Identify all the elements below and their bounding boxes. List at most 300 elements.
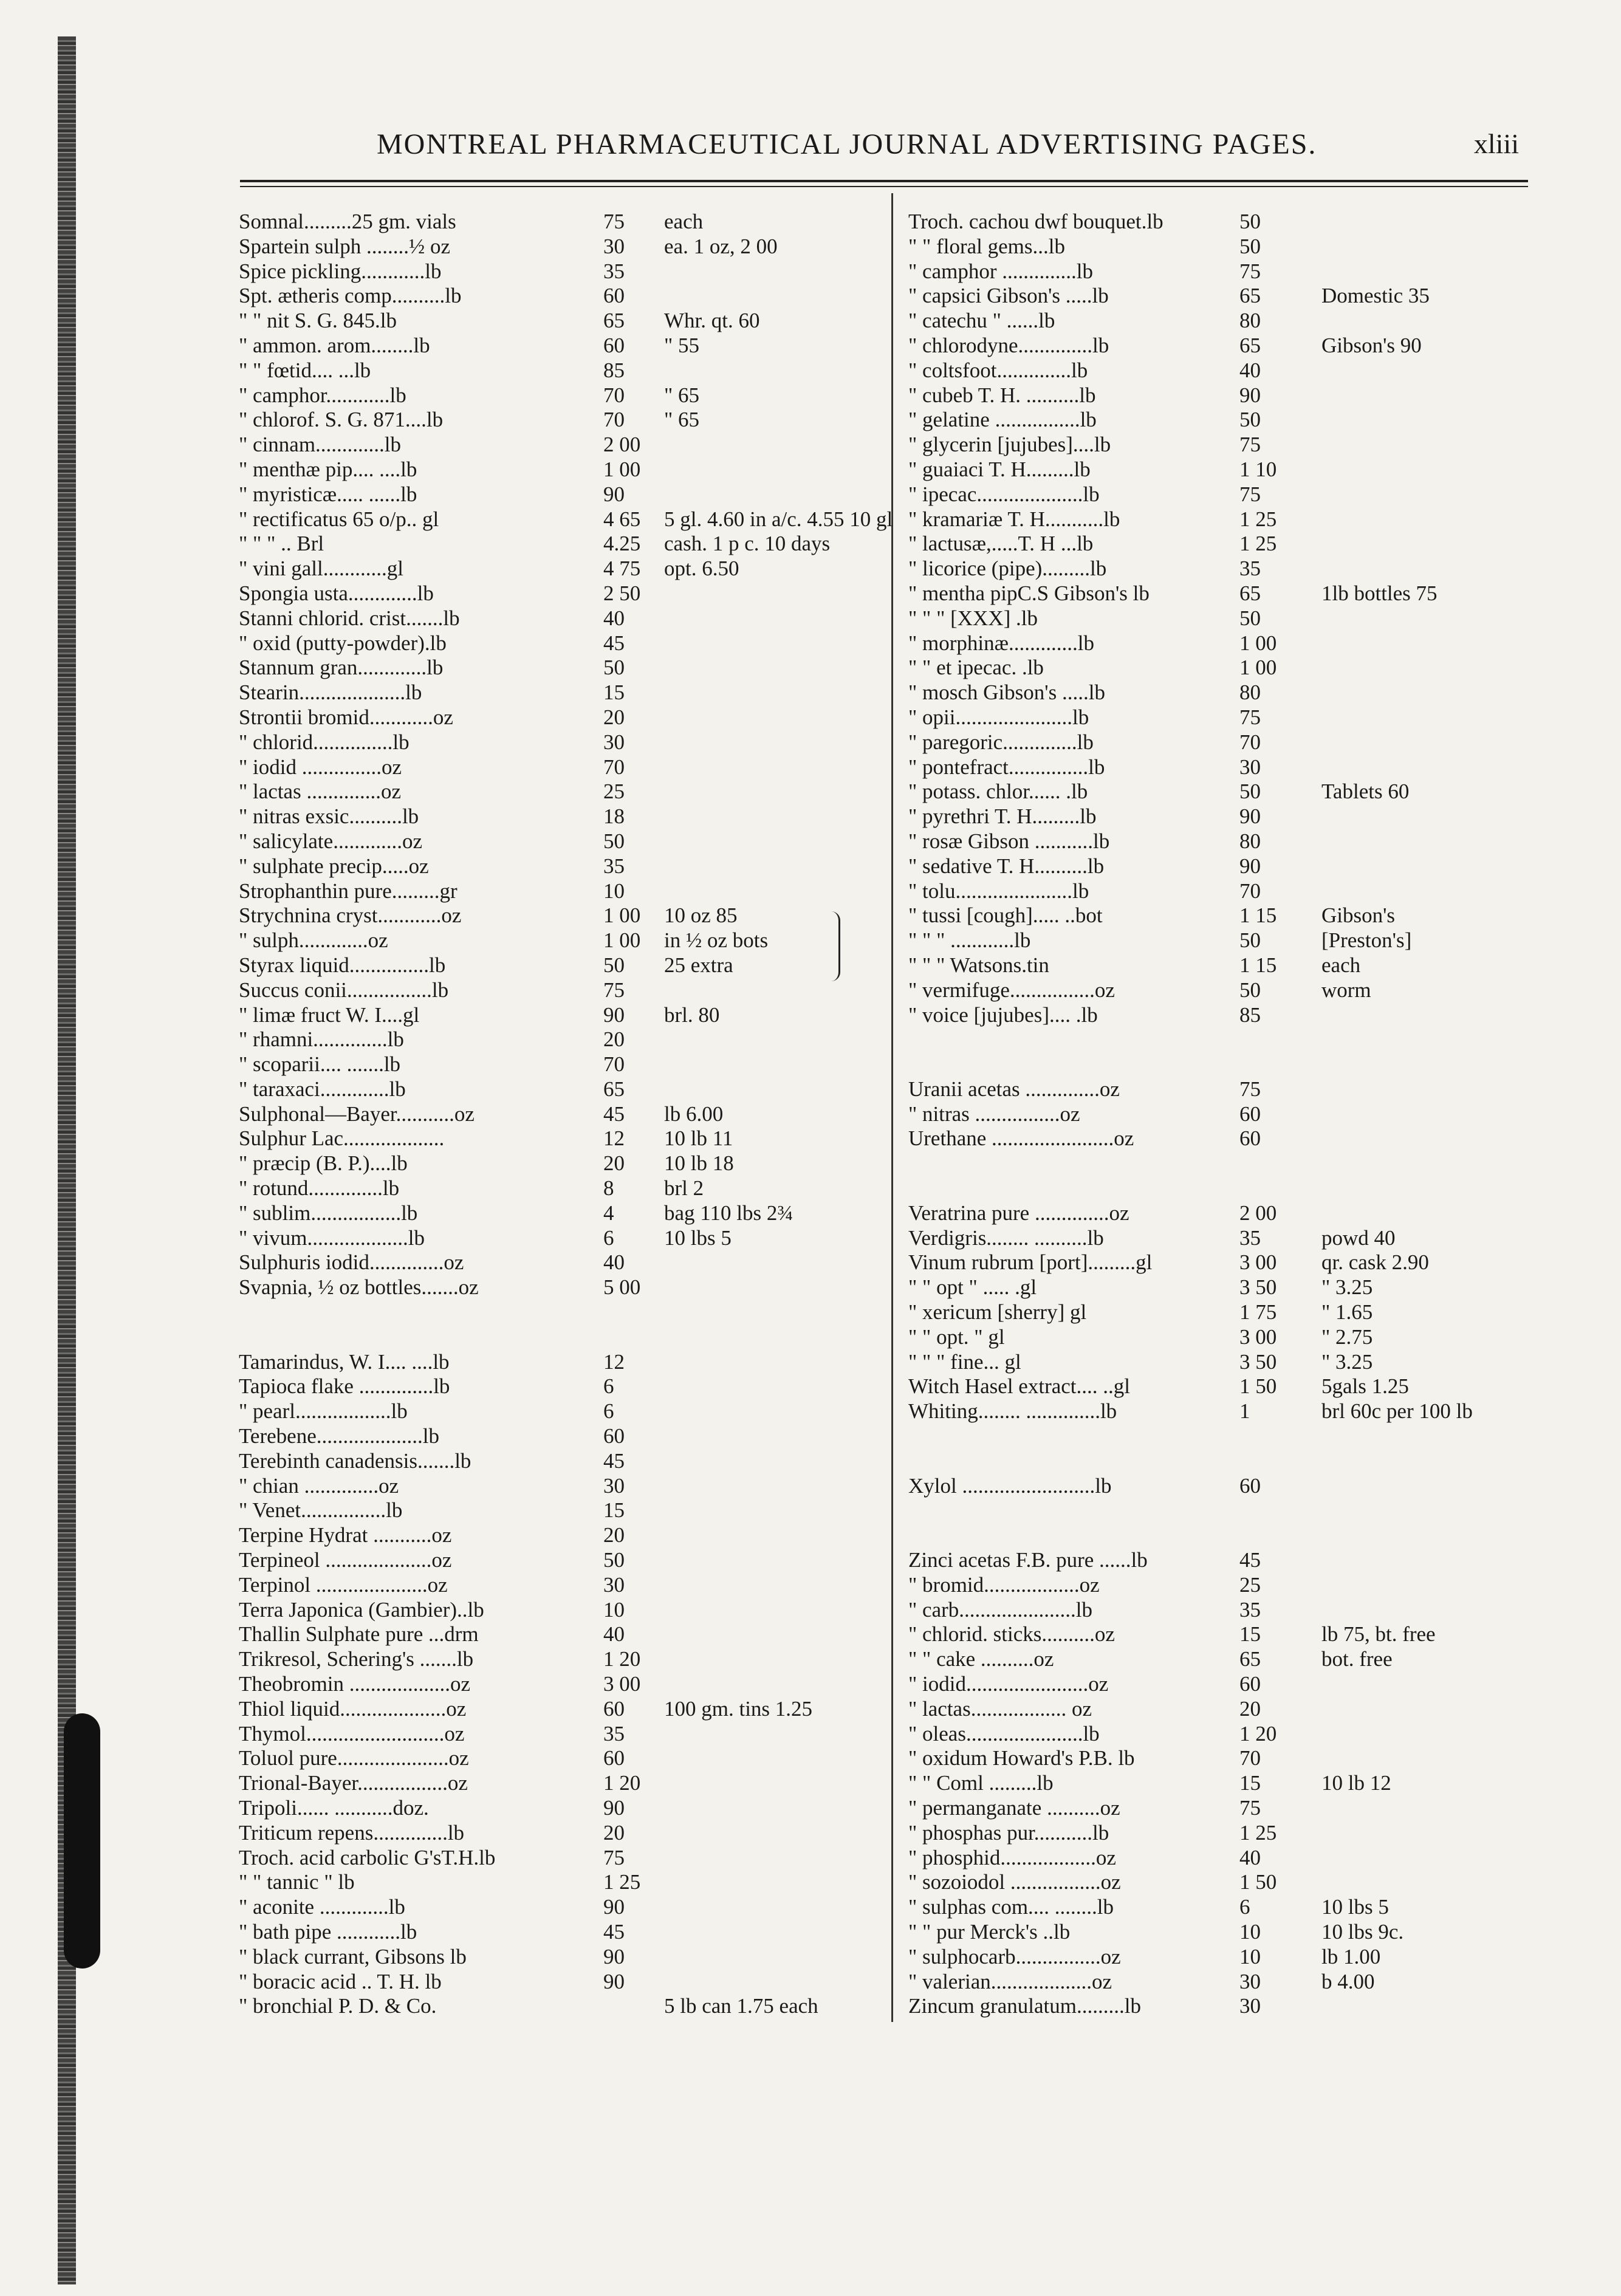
item-name: " præcip (B. P.)....lb bbox=[239, 1151, 408, 1176]
item-name: Zincum granulatum.........lb bbox=[908, 1994, 1141, 2018]
item-name: Terpine Hydrat ...........oz bbox=[239, 1523, 452, 1547]
item-name: Trional-Bayer.................oz bbox=[239, 1771, 468, 1795]
item-note: Gibson's 90 bbox=[1321, 333, 1422, 357]
item-name: Stanni chlorid. crist.......lb bbox=[239, 606, 460, 630]
item-price: 75 bbox=[1239, 433, 1261, 457]
item-name: Stearin....................lb bbox=[239, 680, 422, 705]
item-note: in ½ oz bots bbox=[664, 928, 769, 953]
item-name: " sublim.................lb bbox=[239, 1201, 418, 1225]
price-row bbox=[239, 1697, 883, 1722]
price-row bbox=[908, 656, 1546, 680]
price-row bbox=[239, 631, 883, 656]
price-row bbox=[239, 532, 883, 557]
price-row bbox=[908, 1077, 1546, 1102]
item-name: " boracic acid .. T. H. lb bbox=[239, 1969, 442, 1993]
header-rule-bottom bbox=[240, 186, 1528, 187]
price-row bbox=[239, 1771, 883, 1796]
item-note: 10 lb 18 bbox=[664, 1151, 734, 1176]
item-price: 65 bbox=[1239, 1647, 1261, 1671]
item-price: 60 bbox=[603, 1424, 625, 1448]
price-row bbox=[239, 1895, 883, 1920]
price-row bbox=[239, 1374, 883, 1399]
price-row bbox=[239, 1821, 883, 1846]
price-row bbox=[908, 383, 1546, 408]
item-price: 4 bbox=[603, 1201, 614, 1225]
item-name: " sedative T. H..........lb bbox=[908, 854, 1105, 878]
item-price: 50 bbox=[1239, 606, 1261, 630]
price-row bbox=[908, 1573, 1546, 1598]
price-row bbox=[908, 1647, 1546, 1672]
price-row bbox=[239, 457, 883, 482]
item-name: Troch. acid carbolic G'sT.H.lb bbox=[239, 1845, 496, 1869]
item-name: Terpineol ....................oz bbox=[239, 1548, 452, 1572]
item-name: " vermifuge................oz bbox=[908, 978, 1115, 1002]
spacer-row bbox=[239, 1300, 883, 1325]
item-price: 3 00 bbox=[603, 1672, 641, 1696]
price-row bbox=[239, 235, 883, 259]
item-price: 20 bbox=[603, 1523, 625, 1547]
item-name: " tolu......................lb bbox=[908, 879, 1089, 903]
item-price: 30 bbox=[603, 1473, 625, 1498]
item-price: 65 bbox=[1239, 333, 1261, 357]
price-row bbox=[239, 1003, 883, 1028]
item-name: " permanganate ..........oz bbox=[908, 1796, 1120, 1820]
item-note: lb 6.00 bbox=[664, 1102, 724, 1126]
item-name: Tripoli...... ...........doz. bbox=[239, 1796, 429, 1820]
item-note: 10 lbs 5 bbox=[1321, 1895, 1389, 1919]
item-name: Vinum rubrum [port].........gl bbox=[908, 1250, 1153, 1275]
price-row bbox=[239, 903, 883, 928]
item-price: 1 10 bbox=[1239, 457, 1277, 481]
price-row bbox=[908, 879, 1546, 904]
price-row bbox=[239, 1870, 883, 1895]
item-name: " " nit S. G. 845.lb bbox=[239, 309, 397, 333]
item-price: 50 bbox=[603, 829, 625, 853]
item-note: b 4.00 bbox=[1321, 1969, 1375, 1993]
item-name: " " et ipecac. .lb bbox=[908, 656, 1044, 680]
price-row bbox=[908, 680, 1546, 705]
spacer-row bbox=[908, 1027, 1546, 1052]
item-note: Gibson's bbox=[1321, 903, 1396, 928]
item-name: " " " .. Brl bbox=[239, 532, 324, 556]
item-name: " bath pipe ............lb bbox=[239, 1919, 417, 1944]
item-price: 20 bbox=[603, 1151, 625, 1176]
item-name: " sozoiodol .................oz bbox=[908, 1870, 1121, 1894]
price-row bbox=[908, 408, 1546, 433]
item-name: Tapioca flake ..............lb bbox=[239, 1374, 450, 1399]
price-row bbox=[908, 854, 1546, 879]
item-price: 1 25 bbox=[1239, 532, 1277, 556]
item-name: " taraxaci.............lb bbox=[239, 1077, 406, 1101]
price-row bbox=[239, 1027, 883, 1052]
item-name: Theobromin ...................oz bbox=[239, 1672, 471, 1696]
price-row bbox=[908, 235, 1546, 259]
item-name: Zinci acetas F.B. pure ......lb bbox=[908, 1548, 1148, 1572]
item-name: Spartein sulph ........½ oz bbox=[239, 234, 451, 258]
price-row bbox=[239, 383, 883, 408]
price-row bbox=[239, 1846, 883, 1871]
item-price: 35 bbox=[603, 259, 625, 283]
item-name: " " Coml .........lb bbox=[908, 1771, 1054, 1795]
price-row bbox=[239, 1052, 883, 1077]
price-row bbox=[908, 210, 1546, 235]
item-name: " valerian...................oz bbox=[908, 1969, 1112, 1993]
item-name: " sulphate precip.....oz bbox=[239, 854, 429, 878]
item-price: 6 bbox=[603, 1225, 614, 1250]
item-price: 60 bbox=[1239, 1473, 1261, 1498]
item-price: 45 bbox=[603, 631, 625, 655]
price-row bbox=[239, 705, 883, 730]
item-name: " " opt " ..... .gl bbox=[908, 1275, 1037, 1300]
item-name: " black currant, Gibsons lb bbox=[239, 1944, 467, 1969]
item-price: 50 bbox=[603, 1548, 625, 1572]
item-price: 1 25 bbox=[1239, 1820, 1277, 1845]
item-name: " chian ..............oz bbox=[239, 1473, 399, 1498]
item-price: 8 bbox=[603, 1176, 614, 1201]
item-name: " camphor ..............lb bbox=[908, 259, 1093, 283]
price-row bbox=[908, 1102, 1546, 1127]
price-row bbox=[239, 1920, 883, 1945]
price-row bbox=[908, 1250, 1546, 1275]
item-note: " 3.25 bbox=[1321, 1275, 1373, 1300]
item-price: 70 bbox=[603, 1052, 625, 1077]
item-name: " salicylate.............oz bbox=[239, 829, 422, 853]
price-row bbox=[908, 1374, 1546, 1399]
bracket-brace bbox=[831, 911, 840, 981]
price-row bbox=[908, 705, 1546, 730]
item-name: Spongia usta.............lb bbox=[239, 581, 434, 605]
price-row bbox=[908, 1672, 1546, 1697]
item-name: " myristicæ..... ......lb bbox=[239, 482, 417, 506]
price-row bbox=[239, 408, 883, 433]
item-price: 35 bbox=[1239, 1225, 1261, 1250]
item-name: " oleas......................lb bbox=[908, 1721, 1100, 1746]
item-name: " ammon. arom........lb bbox=[239, 333, 430, 357]
item-note: bot. free bbox=[1321, 1647, 1393, 1671]
item-price: 6 bbox=[603, 1399, 614, 1424]
item-price: 60 bbox=[1239, 1126, 1261, 1151]
item-price: 12 bbox=[603, 1126, 625, 1151]
spacer-row bbox=[239, 1325, 883, 1350]
price-row bbox=[239, 1176, 883, 1201]
price-row bbox=[239, 1647, 883, 1672]
item-name: " chlorid...............lb bbox=[239, 730, 410, 754]
item-price: 1 15 bbox=[1239, 903, 1277, 928]
item-note: opt. 6.50 bbox=[664, 557, 739, 581]
item-name: " iodid.......................oz bbox=[908, 1672, 1109, 1696]
item-price: 45 bbox=[603, 1448, 625, 1473]
item-price: 75 bbox=[603, 210, 625, 233]
item-price: 1 25 bbox=[1239, 507, 1277, 531]
item-note: " 65 bbox=[664, 383, 700, 407]
item-name: " sulphocarb................oz bbox=[908, 1944, 1121, 1969]
price-list-right-column bbox=[908, 210, 1546, 2019]
item-price: 35 bbox=[1239, 557, 1261, 581]
item-name: " mosch Gibson's .....lb bbox=[908, 680, 1105, 705]
item-price: 60 bbox=[603, 333, 625, 357]
price-row bbox=[239, 1077, 883, 1102]
item-price: 40 bbox=[1239, 1845, 1261, 1869]
item-price: 75 bbox=[1239, 482, 1261, 506]
item-note: qr. cask 2.90 bbox=[1321, 1250, 1429, 1275]
item-price: 60 bbox=[603, 284, 625, 308]
price-row bbox=[908, 1697, 1546, 1722]
item-price: 45 bbox=[603, 1102, 625, 1126]
price-row bbox=[239, 482, 883, 507]
item-name: " morphinæ.............lb bbox=[908, 631, 1094, 655]
item-name: Terpinol .....................oz bbox=[239, 1572, 448, 1597]
item-name: " capsici Gibson's .....lb bbox=[908, 284, 1109, 308]
item-name: Somnal.........25 gm. vials bbox=[239, 210, 456, 233]
price-list-left-column bbox=[239, 210, 893, 2019]
spacer-row bbox=[908, 1151, 1546, 1176]
price-row bbox=[908, 903, 1546, 928]
item-name: " Venet................lb bbox=[239, 1498, 403, 1523]
price-row bbox=[908, 1226, 1546, 1251]
item-note: 25 extra bbox=[664, 953, 733, 977]
item-name: " vini gall............gl bbox=[239, 557, 403, 581]
item-name: " licorice (pipe).........lb bbox=[908, 557, 1107, 581]
item-name: Styrax liquid...............lb bbox=[239, 953, 446, 977]
price-row bbox=[908, 581, 1546, 606]
item-name: Tamarindus, W. I.... ....lb bbox=[239, 1349, 450, 1374]
item-note: 10 lbs 5 bbox=[664, 1225, 732, 1250]
item-price: 75 bbox=[1239, 1796, 1261, 1820]
price-row bbox=[239, 1622, 883, 1647]
item-note: powd 40 bbox=[1321, 1225, 1396, 1250]
item-name: " voice [jujubes].... .lb bbox=[908, 1002, 1098, 1027]
item-name: Terebene....................lb bbox=[239, 1424, 439, 1448]
item-name: Troch. cachou dwf bouquet.lb bbox=[908, 210, 1163, 233]
item-price: 1 50 bbox=[1239, 1870, 1277, 1894]
price-row bbox=[239, 557, 883, 581]
price-row bbox=[908, 730, 1546, 755]
item-name: Sulphuris iodid..............oz bbox=[239, 1250, 464, 1275]
price-row bbox=[239, 1102, 883, 1127]
item-price: 75 bbox=[603, 1845, 625, 1869]
price-row bbox=[908, 259, 1546, 284]
item-name: " chlorodyne..............lb bbox=[908, 333, 1109, 357]
item-name: " phosphas pur...........lb bbox=[908, 1820, 1109, 1845]
price-row bbox=[908, 309, 1546, 334]
item-name: " gelatine ................lb bbox=[908, 408, 1097, 432]
spacer-row bbox=[908, 1449, 1546, 1474]
item-name: " phosphid..................oz bbox=[908, 1845, 1116, 1869]
item-price: 35 bbox=[603, 1721, 625, 1746]
spacer-row bbox=[908, 1052, 1546, 1077]
item-name: Succus conii................lb bbox=[239, 978, 449, 1002]
price-row bbox=[908, 532, 1546, 557]
item-price: 60 bbox=[603, 1746, 625, 1770]
price-row bbox=[239, 755, 883, 780]
item-price: 12 bbox=[603, 1349, 625, 1374]
price-row bbox=[239, 1970, 883, 1995]
item-name: " glycerin [jujubes]....lb bbox=[908, 433, 1111, 457]
price-row bbox=[239, 680, 883, 705]
item-price: 85 bbox=[1239, 1002, 1261, 1027]
item-name: " " " Watsons.tin bbox=[908, 953, 1049, 977]
price-row bbox=[908, 1945, 1546, 1970]
item-note: brl 2 bbox=[664, 1176, 704, 1201]
item-name: Urethane .......................oz bbox=[908, 1126, 1134, 1151]
price-row bbox=[239, 1498, 883, 1523]
price-row bbox=[908, 1325, 1546, 1350]
item-note: worm bbox=[1321, 978, 1371, 1002]
item-price: 35 bbox=[1239, 1597, 1261, 1622]
item-note: bag 110 lbs 2¾ bbox=[664, 1201, 793, 1225]
item-name: Strychnina cryst............oz bbox=[239, 903, 462, 928]
item-name: " " " [XXX] .lb bbox=[908, 606, 1038, 630]
item-price: 70 bbox=[603, 408, 625, 432]
item-price: 4.25 bbox=[603, 532, 641, 556]
price-row bbox=[239, 978, 883, 1003]
item-note: 1lb bottles 75 bbox=[1321, 581, 1438, 605]
item-name: " rotund..............lb bbox=[239, 1176, 400, 1201]
item-name: Strophanthin pure.........gr bbox=[239, 879, 458, 903]
price-row bbox=[908, 1003, 1546, 1028]
item-name: " paregoric..............lb bbox=[908, 730, 1094, 754]
price-row bbox=[239, 1548, 883, 1573]
item-name: Svapnia, ½ oz bottles.......oz bbox=[239, 1275, 479, 1300]
spacer-row bbox=[908, 1498, 1546, 1523]
item-name: " coltsfoot..............lb bbox=[908, 358, 1088, 382]
item-note: cash. 1 p c. 10 days bbox=[664, 532, 831, 556]
price-row bbox=[239, 334, 883, 358]
price-row bbox=[239, 879, 883, 904]
item-name: Spt. ætheris comp..........lb bbox=[239, 284, 462, 308]
item-price: 15 bbox=[1239, 1771, 1261, 1795]
price-row bbox=[908, 755, 1546, 780]
item-name: Uranii acetas ..............oz bbox=[908, 1077, 1120, 1101]
item-name: Whiting........ ..............lb bbox=[908, 1399, 1117, 1424]
item-name: " cinnam.............lb bbox=[239, 433, 402, 457]
item-price: 20 bbox=[603, 705, 625, 729]
item-price: 90 bbox=[603, 482, 625, 506]
price-row bbox=[239, 1573, 883, 1598]
item-name: " kramariæ T. H...........lb bbox=[908, 507, 1120, 531]
price-row bbox=[908, 1399, 1546, 1424]
item-name: " nitras ................oz bbox=[908, 1102, 1080, 1126]
item-price: 30 bbox=[603, 234, 625, 258]
item-note: " 1.65 bbox=[1321, 1300, 1373, 1324]
item-note: " 3.25 bbox=[1321, 1349, 1373, 1374]
item-note: 10 lb 11 bbox=[664, 1126, 733, 1151]
price-row bbox=[908, 358, 1546, 383]
item-price: 30 bbox=[1239, 755, 1261, 779]
price-row bbox=[908, 1201, 1546, 1226]
item-price: 5 00 bbox=[603, 1275, 641, 1300]
item-price: 90 bbox=[603, 1895, 625, 1919]
item-name: Verdigris........ ..........lb bbox=[908, 1225, 1104, 1250]
item-name: " xericum [sherry] gl bbox=[908, 1300, 1087, 1324]
price-row bbox=[908, 1846, 1546, 1871]
price-row bbox=[239, 1598, 883, 1623]
item-name: " menthæ pip.... ....lb bbox=[239, 457, 417, 481]
item-price: 20 bbox=[603, 1027, 625, 1052]
item-name: " pyrethri T. H.........lb bbox=[908, 804, 1097, 829]
item-name: " sulphas com.... ........lb bbox=[908, 1895, 1114, 1919]
item-name: Spice pickling............lb bbox=[239, 259, 442, 283]
item-note: [Preston's] bbox=[1321, 928, 1412, 953]
price-row bbox=[908, 829, 1546, 854]
item-name: " mentha pipC.S Gibson's lb bbox=[908, 581, 1150, 605]
item-price: 40 bbox=[603, 1250, 625, 1275]
price-row bbox=[908, 557, 1546, 581]
price-row bbox=[239, 309, 883, 334]
price-row bbox=[239, 1399, 883, 1424]
price-row bbox=[239, 1226, 883, 1251]
price-row bbox=[908, 1994, 1546, 2019]
journal-title: MONTREAL PHARMACEUTICAL JOURNAL ADVERTISING PAGES. bbox=[377, 128, 1317, 160]
price-row bbox=[908, 433, 1546, 457]
price-row bbox=[239, 210, 883, 235]
item-name: " rosæ Gibson ...........lb bbox=[908, 829, 1110, 853]
item-price: 1 00 bbox=[603, 457, 641, 481]
item-note: brl 60c per 100 lb bbox=[1321, 1399, 1473, 1424]
price-row bbox=[908, 631, 1546, 656]
item-price: 20 bbox=[603, 1820, 625, 1845]
item-name: " rectificatus 65 o/p.. gl bbox=[239, 507, 439, 531]
item-price: 50 bbox=[1239, 234, 1261, 258]
item-price: 25 bbox=[603, 780, 625, 804]
price-row bbox=[239, 1275, 883, 1300]
item-note: ea. 1 oz, 2 00 bbox=[664, 234, 778, 258]
item-price: 50 bbox=[603, 953, 625, 977]
price-row bbox=[239, 1746, 883, 1771]
item-note: 5 lb can 1.75 each bbox=[664, 1994, 818, 2018]
item-name: Terebinth canadensis.......lb bbox=[239, 1448, 471, 1473]
item-price: 1 00 bbox=[1239, 631, 1277, 655]
item-name: " oxidum Howard's P.B. lb bbox=[908, 1746, 1135, 1770]
item-price: 1 50 bbox=[1239, 1374, 1277, 1399]
item-name: " iodid ...............oz bbox=[239, 755, 402, 779]
item-price: 4 65 bbox=[603, 507, 641, 531]
item-price: 2 50 bbox=[603, 581, 641, 605]
price-row bbox=[908, 953, 1546, 978]
price-row bbox=[239, 829, 883, 854]
price-row bbox=[239, 1126, 883, 1151]
price-row bbox=[239, 804, 883, 829]
price-row bbox=[908, 1821, 1546, 1846]
price-row bbox=[908, 1598, 1546, 1623]
item-price: 6 bbox=[603, 1374, 614, 1399]
item-price: 10 bbox=[603, 1597, 625, 1622]
price-row bbox=[908, 780, 1546, 804]
item-price: 75 bbox=[603, 978, 625, 1002]
item-price: 35 bbox=[603, 854, 625, 878]
price-row bbox=[908, 1796, 1546, 1821]
item-name: " lactas.................. oz bbox=[908, 1696, 1092, 1721]
item-price: 2 00 bbox=[603, 433, 641, 457]
item-name: " aconite .............lb bbox=[239, 1895, 405, 1919]
item-note: 5 gl. 4.60 in a/c. 4.55 10 gl bbox=[664, 507, 893, 531]
item-price: 1 20 bbox=[603, 1647, 641, 1671]
item-name: " chlorof. S. G. 871....lb bbox=[239, 408, 444, 432]
price-row bbox=[239, 1523, 883, 1548]
item-price: 1 75 bbox=[1239, 1300, 1277, 1324]
item-name: Veratrina pure ..............oz bbox=[908, 1201, 1129, 1225]
price-row bbox=[908, 928, 1546, 953]
item-price: 40 bbox=[603, 606, 625, 630]
item-price: 10 bbox=[1239, 1919, 1261, 1944]
price-row bbox=[908, 1126, 1546, 1151]
item-price: 3 50 bbox=[1239, 1349, 1277, 1374]
item-note: brl. 80 bbox=[664, 1002, 720, 1027]
item-name: " ipecac....................lb bbox=[908, 482, 1100, 506]
item-price: 30 bbox=[603, 730, 625, 754]
price-row bbox=[908, 1275, 1546, 1300]
item-note: Tablets 60 bbox=[1321, 780, 1410, 804]
